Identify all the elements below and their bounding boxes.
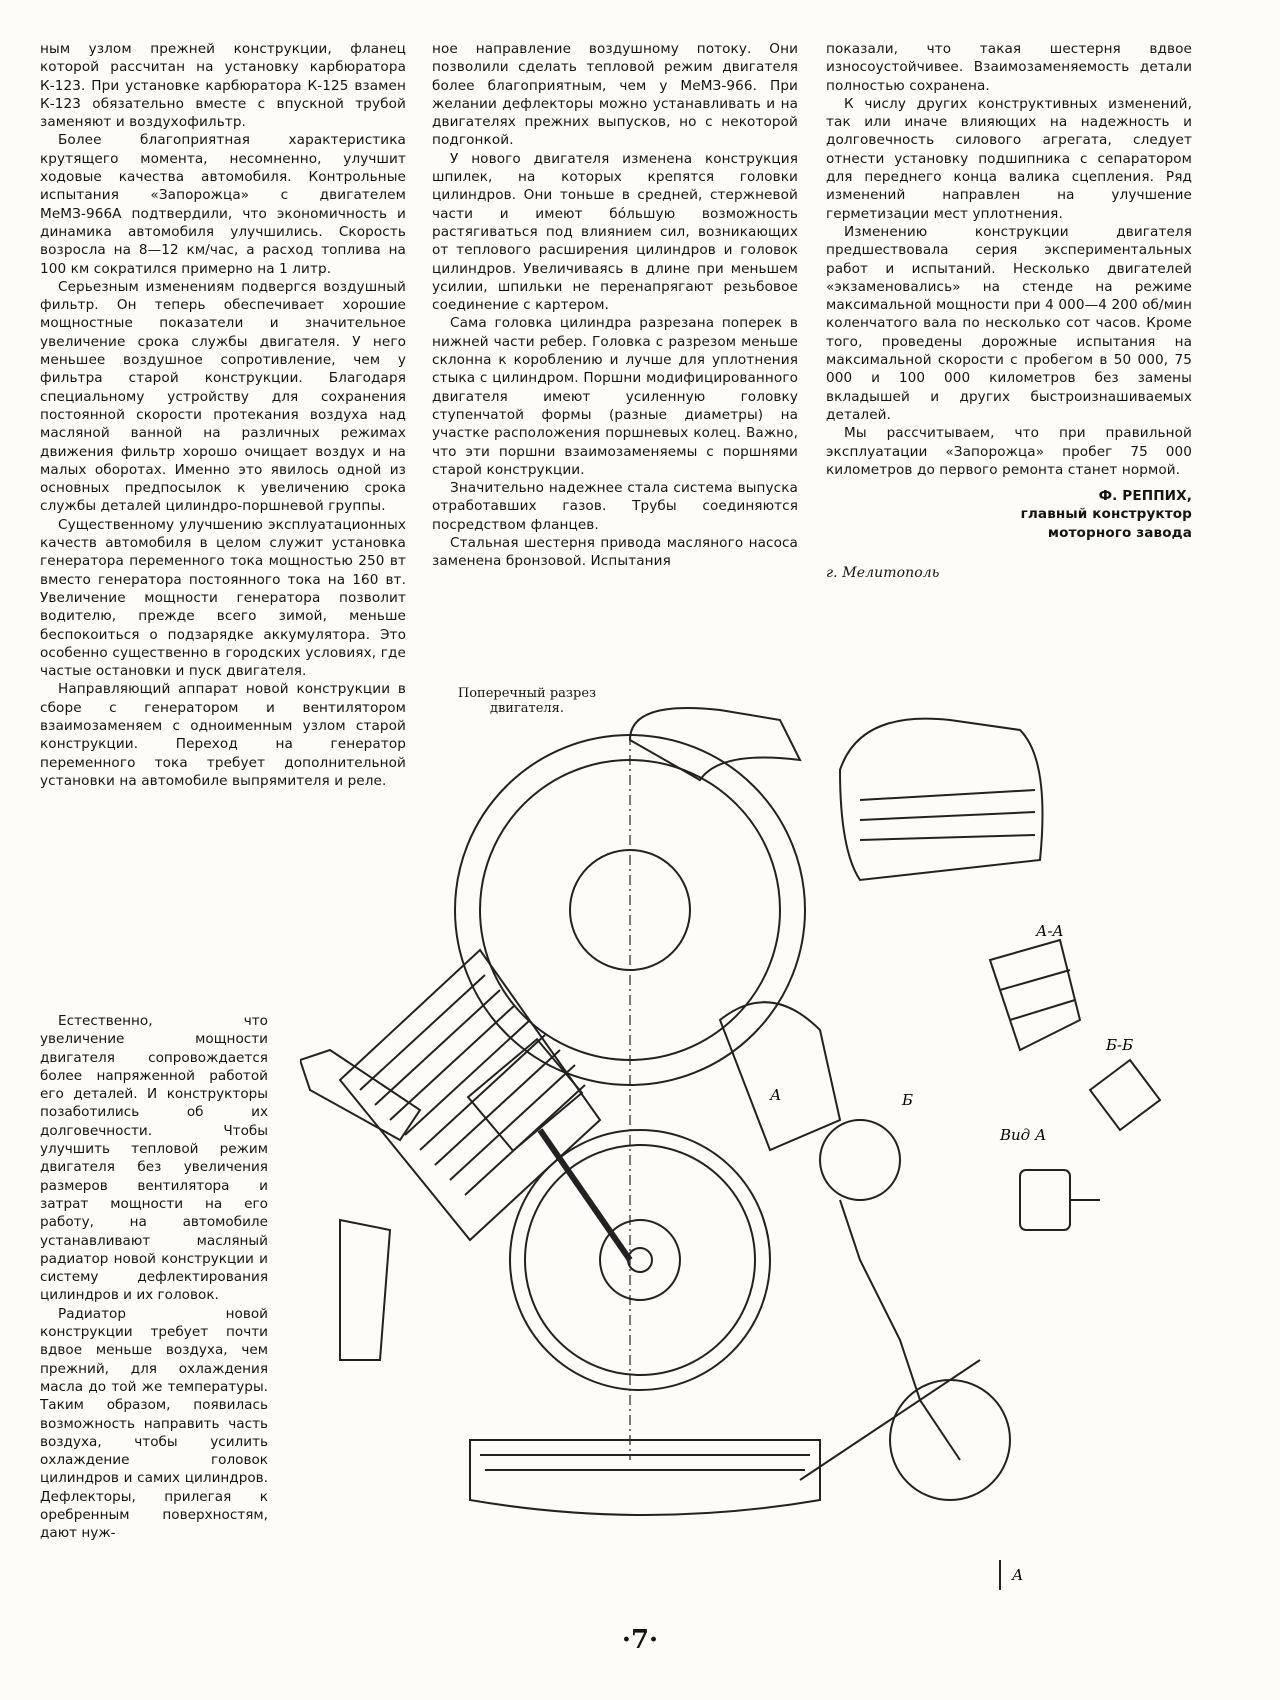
text-column-1: [40, 40, 406, 790]
label-arrow-a: А: [770, 1086, 782, 1104]
section-aa-inset: [990, 940, 1080, 1050]
paragraph: показали, что такая шестерня вдвое износоустойчивее. Взаимозаменяемость детали полностью сохранена.: [826, 41, 1192, 94]
intake-pipe: [630, 708, 800, 780]
label-section-aa: А-А: [1036, 922, 1064, 940]
paragraph: ное направление воздушному потоку. Они позволили сделать тепловой режим двигателя более благоприятным, чем у МеМЗ-966. При желании дефлекторы можно устанавливать и на двигателях прежних выпусков, но с некоторой подгонкой.: [432, 41, 798, 149]
author-name: Ф. РЕППИХ,: [1098, 488, 1192, 505]
paragraph: Сама головка цилиндра разрезана поперек в нижней части ребер. Головка с разрезом меньше склонна к короблению и лучше для уплотнения стыка с цилиндром. Поршни модифицированного двигателя имеют усиленную головку ступенчатой формы (разные диаметры) на участке расположения поршневых колец. Важно, что эти поршни взаимозаменяемы с поршнями старой конструкции.: [432, 315, 798, 478]
paragraph: Серьезным изменениям подвергся воздушный фильтр. Он теперь обеспечивает хорошие мощностные показатели и значительное увеличение срока службы двигателя. У него меньшее воздушное сопротивление, чем у фильтра старой конструкции. Благодаря специальному устройству для сохранения постоянной скорости протекания воздуха над масляной ванной на различных режимах движения фильтр хорошо очищает воздух и на малых оборотах. Именно это явилось одной из основных предпосылок к увеличению срока службы деталей цилиндро-поршневой группы.: [40, 278, 406, 515]
exhaust-muffler: [890, 1380, 1010, 1500]
label-arrow-b: Б: [902, 1091, 914, 1109]
label-section-bb: Б-Б: [1106, 1036, 1134, 1054]
paragraph: К числу других конструктивных изменений, так или иначе влияющих на надежность и долговечность силового агрегата, следует отнести установку подшипника с сепаратором для переднего конца валика сцепления. Ряд изменений направлен на улучшение герметизации мест уплотнения.: [826, 95, 1192, 222]
paragraph: Мы рассчитываем, что при правильной эксплуатации «Запорожца» пробег 75 000 километров до первого ремонта станет нормой.: [826, 425, 1192, 478]
author-role: моторного завода: [1047, 524, 1192, 541]
paragraph: Изменению конструкции двигателя предшествовала серия экспериментальных работ и испытаний. Несколько двигателей «экзаменовались» на стенде на режиме максимальной мощности при 4 000—4 200 об/мин коленчатого вала по несколько сот часов. Кроме того, проведены дорожные испытания на максимальной скорости с пробегом в 50 000, 75 000 и 100 000 километров без замены вкладышей и других быстроизнашиваемых деталей.: [826, 223, 1192, 423]
paragraph: Существенному улучшению эксплуатационных качеств автомобиля в целом служит установка генератора переменного тока мощностью 250 вт вместо генератора постоянного тока на 160 вт. Увеличение мощности генератора позволит водителю, прежде всего зимой, меньше беспокоиться о подзарядке аккумулятора. Это особенно существенно в городских условиях, где частые остановки и пуск двигателя.: [40, 516, 406, 680]
paragraph: Значительно надежнее стала система выпуска отработавших газов. Трубы соединяются посредством фланцев.: [432, 480, 798, 533]
label-arrow-a-bottom: А: [1012, 1566, 1024, 1584]
distributor: [720, 1002, 840, 1150]
oil-sump: [470, 1440, 820, 1515]
paragraph: Естественно, что увеличение мощности двигателя сопровождается более напряженной работой его деталей. И конструкторы позаботились об их долговечности. Чтобы улучшить тепловой режим двигателя без увеличения размеров вентилятора и затрат мощности на его работу, на автомобиле устанавливают масляный радиатор новой конструкции и систему дефлектирования цилиндров и их головок.: [40, 1013, 268, 1304]
label-view-a: Вид А: [1000, 1126, 1047, 1144]
paragraph: Стальная шестерня привода масляного насоса заменена бронзовой. Испытания: [432, 535, 798, 570]
engine-cross-section-drawing: [300, 700, 1240, 1610]
flywheel: [510, 1130, 770, 1390]
paragraph: Радиатор новой конструкции требует почти вдвое меньше воздуха, чем прежний, для охлаждения масла до той же температуры. Таким образом, появилась возможность направить часть воздуха, чтобы усилить охлаждение головок цилиндров и самих цилиндров. Дефлекторы, прилегая к оребренным поверхностям, дают нуж-: [40, 1305, 268, 1542]
view-a-inset: [1020, 1170, 1070, 1230]
text-column-2: [432, 40, 798, 571]
page-number: ·7·: [621, 1625, 659, 1655]
text-column-1-narrow: [40, 1012, 268, 1543]
paragraph: Более благоприятная характеристика крутящего момента, несомненно, улучшит ходовые качества автомобиля. Контрольные испытания «Запорожца» с двигателем МеМЗ-966А подтвердили, что экономичность и динамика автомобиля улучшились. Скорость возросла на 8—12 км/час, а расход топлива на 100 км сократился примерно на 1 литр.: [40, 132, 406, 277]
section-bb-inset: [1090, 1060, 1160, 1130]
figure-caption: Поперечный разрез двигателя.: [457, 686, 597, 716]
paragraph: У нового двигателя изменена конструкция шпилек, на которых крепятся головки цилиндров. Они тоньше в средней, стержневой части и имеют бо́льшую возможность растягиваться под влиянием сил, возникающих от теплового расширения цилиндров и головок цилиндров. Увеличиваясь в длине при меньшем усилии, шпильки не перенапрягают резьбовое соединение с картером.: [432, 150, 798, 314]
paragraph: ным узлом прежней конструкции, фланец которой рассчитан на установку карбюратора К-123. При установке карбюратора К-125 взамен К-123 обязательно вместе с впускной трубой заменяют и воздухофильтр.: [40, 41, 406, 131]
author-signature: [826, 487, 1192, 542]
author-role: главный конструктор: [1020, 506, 1192, 523]
text-column-3: [826, 40, 1192, 582]
city: г. Мелитополь: [826, 565, 940, 582]
paragraph: Направляющий аппарат новой конструкции в сборе с генератором и вентилятором взаимозаменяем с одноименным узлом старой конструкции. Переход на генератор переменного тока требует дополнительной установки на автомобиле выпрямителя и реле.: [40, 681, 406, 789]
